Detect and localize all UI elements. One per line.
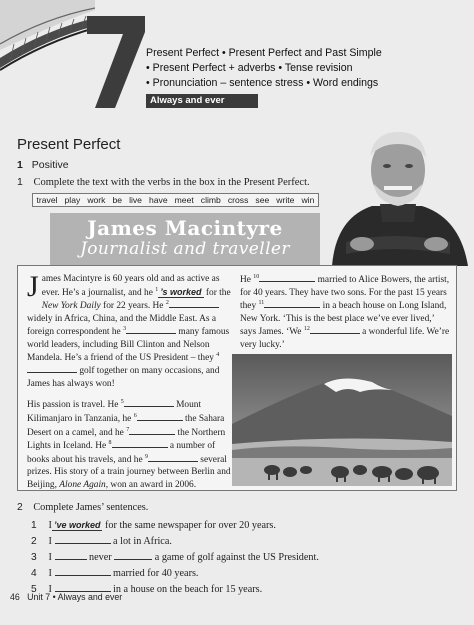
article-paragraph: His passion is travel. He $^5$ Mount Kilimanjaro in Tanzania, he $^6$ the Sahara Desert on a camel, and he $^7$ the Northern Lights in Iceland. He $^8$ a number of books about his travels, and he $^9$ several prizes. His story of a train journey between Berlin and Beijing, Alone Again, won an award in 2006. xyxy=(27,399,231,490)
topic-line: • Present Perfect + adverbs • Tense revision xyxy=(146,62,353,75)
subsection-heading xyxy=(17,159,69,171)
answer-blank[interactable] xyxy=(148,453,198,462)
portrait-photo xyxy=(322,126,474,266)
exercise-2-items xyxy=(17,517,319,598)
footer-separator: • xyxy=(52,592,56,602)
answer-blank[interactable] xyxy=(114,551,152,560)
word-box-item: meet xyxy=(174,195,194,205)
answer-blank[interactable] xyxy=(27,364,77,373)
word-box-item: play xyxy=(64,195,81,205)
example-answer: ’s worked xyxy=(160,286,202,297)
article-subtitle: Journalist and traveller xyxy=(80,239,290,259)
word-box-item: travel xyxy=(36,195,58,205)
article-column-left xyxy=(27,270,231,500)
article-paragraph: He $^{10}$ married to Alice Bowers, the artist, for 40 years. They have two sons. For the past 15 years they $^{11}$ in a beach house on Long Island, New York. ‘This is the best place we’ve ever lived,’ says James. ‘We $^{12}$ a wonderful life. We’re very lucky.’ xyxy=(240,273,450,350)
page-footer xyxy=(10,592,122,602)
exercise-item: 4 I married for 40 years. xyxy=(31,568,199,579)
unit-number xyxy=(85,14,147,110)
article-paragraph: James Macintyre is 60 years old and as active as ever. He’s a journalist, and he $^1$ ’s worked for the New York Daily for 22 years. He $^2$ widely in Africa, China, and the Middle East. As a foreign correspondent he $^3$ many famous world leaders, including Bill Clinton and Nelson Mandela. He’s a friend of the US President – they $^4$ golf together on many occasions, and James has always won! xyxy=(27,270,231,389)
answer-blank[interactable] xyxy=(129,426,175,435)
answer-blank[interactable] xyxy=(264,299,320,308)
word-box-item: cross xyxy=(227,195,249,205)
unit-topics xyxy=(146,46,382,92)
unit-title-tag: Always and ever xyxy=(146,94,258,108)
answer-blank[interactable] xyxy=(259,273,315,282)
instruction-text: Complete James’ sentences. xyxy=(33,502,149,513)
answer-blank[interactable] xyxy=(126,325,176,334)
answer-blank[interactable] xyxy=(112,439,168,448)
topic-line: Present Perfect • Present Perfect and Past Simple xyxy=(146,47,382,59)
article-column-right xyxy=(240,273,452,352)
word-box-item: win xyxy=(301,195,315,205)
kilimanjaro-photo xyxy=(232,354,452,486)
topic-line: • Pronunciation – sentence stress • Word endings xyxy=(146,77,379,90)
answer-blank[interactable] xyxy=(137,412,183,421)
page-number: 46 xyxy=(10,592,20,602)
exercise-item: 5 I in a house on the beach for 15 years. xyxy=(31,584,263,595)
bridge-image xyxy=(0,0,95,80)
exercise-item: 2 I a lot in Africa. xyxy=(31,536,172,547)
answer-blank[interactable] xyxy=(169,299,219,308)
subsection-number: 1 xyxy=(17,159,23,171)
answer-blank[interactable] xyxy=(310,325,360,334)
subsection-title: Positive xyxy=(31,159,69,171)
word-box-item: climb xyxy=(200,195,221,205)
example-answer: ’ve worked xyxy=(53,520,101,530)
word-box-item: see xyxy=(255,195,270,205)
exercise-item: 1 I ’ve worked for the same newspaper for over 20 years. xyxy=(31,520,276,531)
word-box xyxy=(32,193,319,207)
drop-cap: J xyxy=(27,270,39,303)
footer-unit-title: Always and ever xyxy=(57,592,123,602)
exercise-2-instruction xyxy=(17,502,148,513)
word-box-item: work xyxy=(87,195,106,205)
section-title: Present Perfect xyxy=(17,136,121,153)
exercise-item: 3 I never a game of golf against the US President. xyxy=(31,552,319,563)
article-title: James Macintyre xyxy=(87,216,283,240)
answer-blank[interactable] xyxy=(55,583,111,592)
exercise-1-instruction xyxy=(17,176,310,188)
word-box-item: be xyxy=(112,195,123,205)
exercise-number: 1 xyxy=(17,176,23,188)
word-box-item: have xyxy=(148,195,168,205)
exercise-number: 2 xyxy=(17,502,23,513)
answer-blank[interactable] xyxy=(55,551,87,560)
instruction-text: Complete the text with the verbs in the box in the Present Perfect. xyxy=(33,177,310,188)
word-box-item: live xyxy=(129,195,142,205)
answer-blank[interactable] xyxy=(55,567,111,576)
word-box-item: write xyxy=(276,195,295,205)
footer-unit-label: Unit 7 xyxy=(27,592,51,602)
answer-blank[interactable] xyxy=(55,535,111,544)
answer-blank[interactable] xyxy=(124,398,174,407)
article-box xyxy=(17,265,457,491)
